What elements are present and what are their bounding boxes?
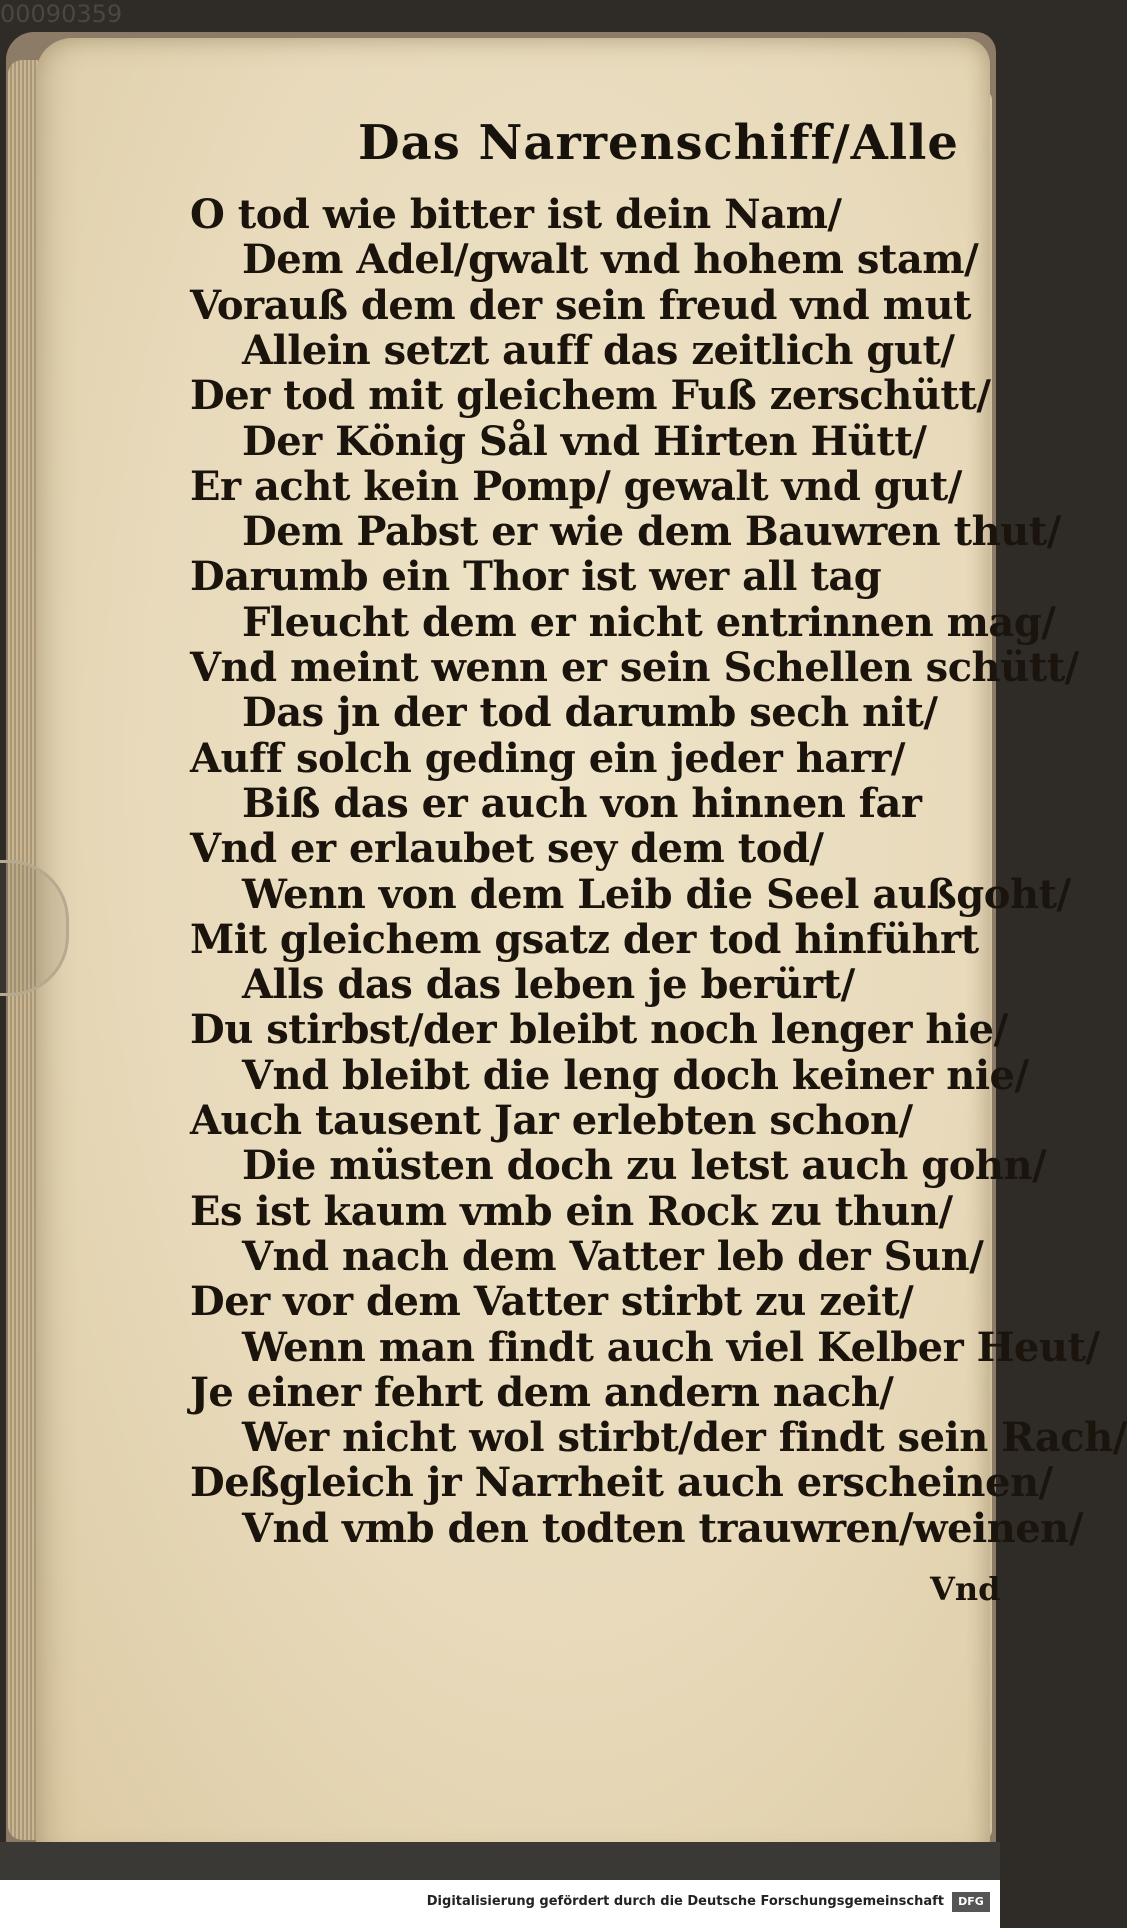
verse-line: Alls das das leben je berürt/ [242, 961, 855, 1009]
dfg-logo-icon: DFG [952, 1892, 990, 1912]
verse-line: Der vor dem Vatter stirbt zu zeit/ [190, 1278, 914, 1326]
verse-line: Auch tausent Jar erlebten schon/ [190, 1097, 913, 1144]
verse-line: Die müsten doch zu letst auch gohn/ [242, 1142, 1047, 1190]
verse-line: Der König Sål vnd Hirten Hütt/ [242, 417, 927, 465]
verse-line: Wenn man findt auch viel Kelber Heut/ [242, 1323, 1100, 1371]
verse-line: Wenn von dem Leib die Seel außgoht/ [242, 870, 1071, 918]
verse-line: Das jn der tod darumb sech nit/ [242, 689, 938, 737]
verse-line: Allein setzt auff das zeitlich gut/ [242, 326, 955, 374]
verse-line: Biß das er auch von hinnen far [242, 779, 922, 827]
verse-line: Je einer fehrt dem andern nach/ [190, 1368, 894, 1416]
verse-line: Deßgleich jr Narrheit auch erscheinen/ [190, 1459, 1053, 1507]
catchword: Vnd [930, 1570, 1001, 1608]
book-bottom-edge [0, 1842, 1000, 1880]
verse-line: O tod wie bitter ist dein Nam/ [190, 191, 842, 238]
verse-line: Dem Pabst er wie dem Bauwren thut/ [242, 508, 1061, 556]
verse-line: Dem Adel/gwalt vnd hohem stam/ [242, 236, 979, 284]
footer-bar [0, 1880, 1000, 1928]
verse-line: Vnd er erlaubet sey dem tod/ [190, 825, 824, 873]
verse-line: Du stirbst/der bleibt noch lenger hie/ [190, 1006, 1008, 1054]
verse-line: Auff solch geding ein jeder harr/ [190, 734, 906, 782]
verse-line: Darumb ein Thor ist wer all tag [190, 553, 882, 601]
verse-line: Vnd meint wenn er sein Schellen schütt/ [190, 644, 1079, 691]
verse-line: Wer nicht wol stirbt/der findt sein Rach/ [242, 1414, 1127, 1462]
running-head: Das Narrenschiff/Alle [358, 115, 959, 171]
verse-line: Vnd vmb den todten trauwren/weinen/ [242, 1504, 1083, 1552]
verse-line: Vnd nach dem Vatter leb der Sun/ [242, 1232, 984, 1280]
verse-line: Der tod mit gleichem Fuß zerschütt/ [190, 372, 991, 420]
verse-line: Er acht kein Pomp/ gewalt vnd gut/ [190, 462, 962, 510]
footer-credit: Digitalisierung gefördert durch die Deutsche Forschungsgemeinschaft [426, 1894, 944, 1909]
scan-id-label: 00090359 [0, 0, 123, 28]
verse-line: Es ist kaum vmb ein Rock zu thun/ [190, 1187, 953, 1235]
verse-line: Mit gleichem gsatz der tod hinführt [190, 915, 979, 963]
verse-line: Vnd bleibt die leng doch keiner nie/ [242, 1051, 1029, 1099]
verse-line: Fleucht dem er nicht entrinnen mag/ [242, 598, 1056, 646]
verse-line: Vorauß dem der sein freud vnd mut [190, 281, 971, 329]
